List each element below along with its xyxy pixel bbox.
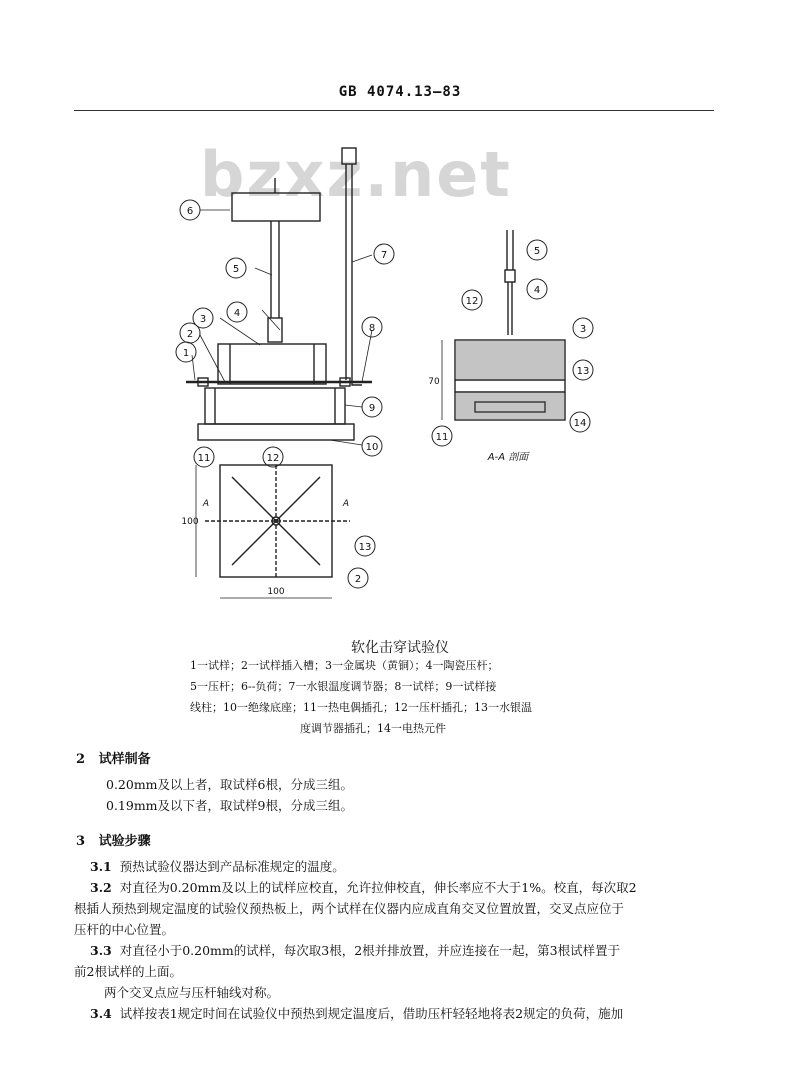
- label-2: 2: [186, 329, 194, 340]
- section-title: 试样制备: [98, 752, 151, 767]
- section-mark-right: A: [342, 499, 350, 509]
- section-number: 3: [76, 834, 86, 849]
- label-4: 4: [233, 308, 241, 319]
- label-10: 10: [365, 442, 379, 453]
- r-label-4: 4: [533, 285, 541, 296]
- r-label-11: 11: [435, 432, 449, 443]
- clause-number: 3.2: [90, 880, 112, 895]
- label-13: 13: [358, 542, 372, 553]
- label-11: 11: [197, 453, 211, 464]
- clause-text: 预热试验仪器达到产品标准规定的温度。: [119, 859, 345, 874]
- sec2-line: 0.19mm及以下者，取试样9根，分成三组。: [106, 798, 353, 813]
- label-9: 9: [368, 403, 376, 414]
- sec3-line: [90, 1003, 695, 1024]
- load-weight: [232, 193, 320, 221]
- legend-line: 5一压杆；6--负荷；7一水银温度调节器；8一试样；9一试样接: [190, 680, 497, 693]
- legend-line: 度调节器插孔；14一电热元件: [300, 722, 446, 735]
- section-caption: A-A 剖面: [487, 452, 529, 463]
- dim-100-v: 100: [181, 517, 199, 527]
- label-8: 8: [368, 323, 376, 334]
- clause-text: 对直径小于0.20mm的试样，每次取3根，2根并排放置，并应连接在一起，第3根试样置于: [119, 943, 621, 958]
- clause-number: 3.4: [90, 1006, 112, 1021]
- section-3-body: [74, 856, 695, 1024]
- label-5: 5: [232, 264, 240, 275]
- metal-block: [218, 344, 326, 384]
- sec3-line: [90, 940, 695, 961]
- clause-text: 对直径为0.20mm及以上的试样应校直，允许拉伸校直，伸长率应不大于1%。校直，每次取2: [119, 880, 637, 895]
- sec3-line: [104, 982, 695, 1003]
- r-label-3: 3: [579, 324, 587, 335]
- clause-text: 压杆的中心位置。: [74, 922, 175, 937]
- r-label-13: 13: [576, 366, 590, 377]
- label-6: 6: [186, 206, 194, 217]
- clause-number: 3.1: [90, 859, 112, 874]
- clause-text: 两个交叉点应与压杆轴线对称。: [104, 985, 280, 1000]
- dim-100-h: 100: [267, 587, 285, 597]
- sec3-line: [90, 877, 695, 898]
- insulating-base: [198, 424, 354, 440]
- label-3: 3: [199, 314, 207, 325]
- legend-line: 线柱；10一绝缘底座；11一热电偶插孔；12一压杆插孔；13一水银温: [190, 701, 532, 714]
- label-1: 1: [182, 348, 190, 359]
- watermark: bzxz.net: [200, 138, 512, 211]
- thermometer-cap: [342, 148, 356, 164]
- label-7: 7: [380, 250, 388, 261]
- sec2-line: 0.20mm及以上者，取试样6根，分成三组。: [106, 777, 353, 792]
- legend-line: 1一试样；2一试样插入槽；3一金属块（黄铜）；4一陶瓷压杆；: [190, 659, 499, 672]
- label-2b: 2: [354, 574, 362, 585]
- clause-text: 根插人预热到规定温度的试验仪预热板上，两个试样在仪器内应成直角交叉位置放置，交叉点应位于: [74, 901, 625, 916]
- sec3-line: [74, 919, 695, 940]
- section-2-body: [106, 774, 353, 816]
- r-label-5: 5: [533, 246, 541, 257]
- clause-text: 前2根试样的上面。: [74, 964, 182, 979]
- section-number: 2: [76, 752, 86, 767]
- sec3-line: [74, 961, 695, 982]
- sec3-line: [90, 856, 695, 877]
- r-label-12: 12: [465, 296, 479, 307]
- section-3-heading: [76, 830, 151, 849]
- dim-70: 70: [428, 377, 440, 387]
- sec3-line: [74, 898, 695, 919]
- page-header: GB 4074.13—83: [338, 84, 462, 100]
- clause-text: 试样按表1规定时间在试验仪中预热到规定温度后，借助压杆轻轻地将表2规定的负荷，施加: [119, 1006, 624, 1021]
- r-label-14: 14: [573, 418, 587, 429]
- label-12: 12: [266, 453, 280, 464]
- clause-number: 3.3: [90, 943, 112, 958]
- figure-legend: [190, 655, 630, 739]
- section-title: 试验步骤: [98, 834, 151, 849]
- section-mark-left: A: [202, 499, 210, 509]
- figure-title: 软化击穿试验仪: [351, 640, 449, 656]
- section-2-heading: [76, 748, 151, 767]
